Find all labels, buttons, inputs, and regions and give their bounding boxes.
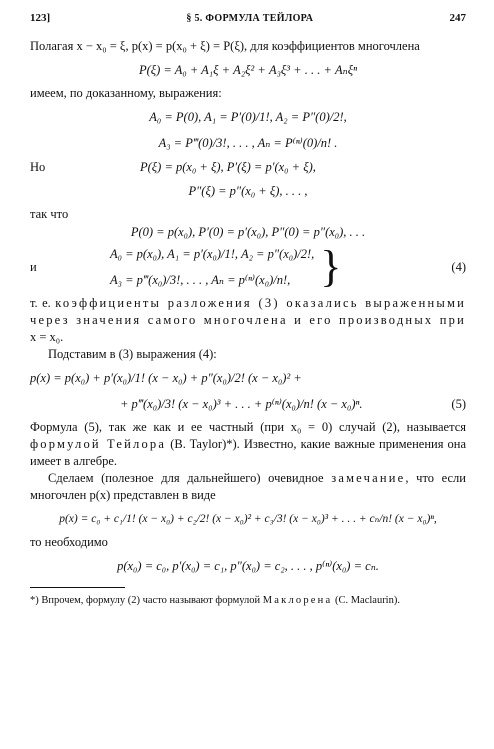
word-to-neobkhodimo: то необходимо	[30, 535, 108, 549]
equation-A-coefficients-2: A₃ = P‴(0)/3!, . . . , Aₙ = P⁽ⁿ⁾(0)/n! .	[158, 136, 338, 150]
equation-c-values: p(x₀) = c₀, p′(x₀) = c₁, p″(x₀) = c₂, . . . , p⁽ⁿ⁾(x₀) = cₙ.	[117, 559, 379, 573]
footnote-rule	[30, 587, 125, 588]
paragraph-substitute: Подставим в (3) выражения (4):	[48, 347, 217, 361]
equation-number-4: (4)	[451, 259, 466, 274]
equation-P-of-xi-2: P″(ξ) = p″(x₀ + ξ), . . . ,	[188, 184, 308, 198]
equation-number-5: (5)	[451, 396, 466, 411]
paragraph-substitution: Полагая x − x₀ = ξ, p(x) = p(x₀ + ξ) = P(ξ), для коэффициентов многочлена	[30, 39, 420, 53]
equation-P-at-zero: P(0) = p(x₀), P′(0) = p′(x₀), P″(0) = p″(x₀), . . .	[130, 225, 366, 239]
word-i: и	[30, 259, 37, 274]
equation-P-of-xi-1: P(ξ) = p(x₀ + ξ), P′(ξ) = p′(x₀ + ξ),	[140, 160, 316, 174]
equation-taylor-1: p(x) = p(x₀) + p′(x₀)/1! (x − x₀) + p″(x₀)/2! (x − x₀)² +	[30, 371, 302, 385]
running-title: § 5. ФОРМУЛА ТЕЙЛОРА	[186, 13, 314, 24]
right-brace: }	[320, 242, 342, 291]
equation-A-coefficients-1: A₀ = P(0), A₁ = P′(0)/1!, A₂ = P″(0)/2!,	[149, 110, 347, 124]
paragraph-remark: Сделаем (полезное для дальнейшего) очевидное замечание, что если многочлен p(x) представлен в виде	[30, 471, 466, 502]
equation-c-representation: p(x) = c₀ + c₁/1! (x − x₀) + c₂/2! (x − x₀)² + c₃/3! (x − x₀)³ + . . . + cₙ/n! (x − x₀)ⁿ,	[59, 513, 437, 525]
equation-polynomial-P: P(ξ) = A₀ + A₁ξ + A₂ξ² + A₃ξ³ + . . . + Aₙξⁿ	[138, 63, 358, 77]
equation-A-via-p-2: A₃ = p‴(x₀)/3!, . . . , Aₙ = p⁽ⁿ⁾(x₀)/n!,	[110, 273, 291, 287]
running-header	[30, 12, 466, 24]
section-ref: 123]	[30, 12, 51, 24]
paragraph-taylor-formula: Формула (5), так же как и ее частный (при x₀ = 0) случай (2), называется формулой Тейлора (B. Taylor)*). Известно, какие важные применения она имеет в алгебре.	[30, 420, 466, 468]
footnote-maclaurin: *) Впрочем, формулу (2) часто называют формулой Маклорена (C. Maclaurin).	[30, 595, 400, 606]
word-no: Но	[30, 159, 46, 174]
equation-A-via-p-1: A₀ = p(x₀), A₁ = p′(x₀)/1!, A₂ = p″(x₀)/2!,	[110, 247, 315, 261]
paragraph-expressions: имеем, по доказанному, выражения:	[30, 86, 222, 100]
word-tak-chto: так что	[30, 207, 69, 221]
paragraph-coefficients-conclusion: т. е. коэффициенты разложения (3) оказались выраженными через значения самого многочлена и его производных при x = x₀.	[30, 296, 466, 344]
page-number: 247	[449, 12, 466, 24]
equation-taylor-2: + p‴(x₀)/3! (x − x₀)³ + . . . + p⁽ⁿ⁾(x₀)/n! (x − x₀)ⁿ.	[120, 397, 363, 411]
